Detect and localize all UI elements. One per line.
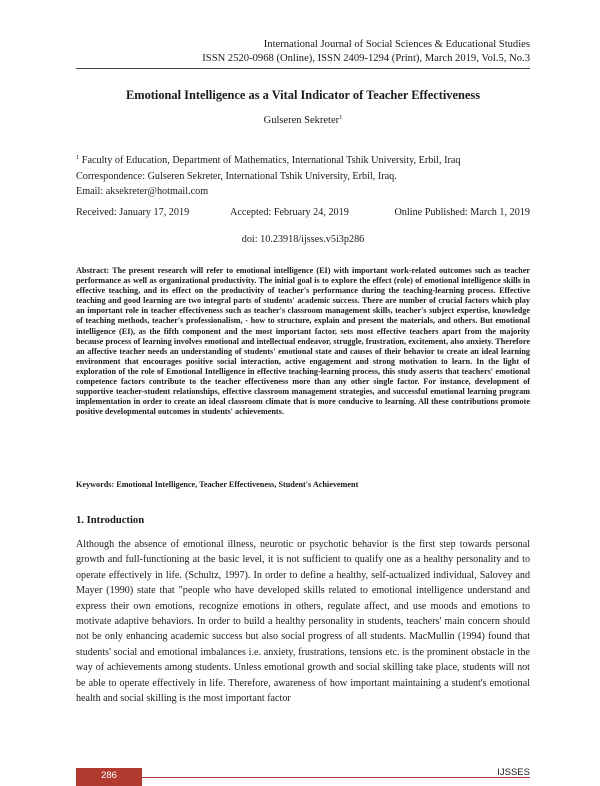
- footer-journal-abbrev: IJSSES: [497, 767, 530, 778]
- correspondence-line: Correspondence: Gulseren Sekreter, International Tshik University, Erbil, Iraq.: [76, 170, 397, 182]
- affiliation-superscript: 1: [76, 154, 80, 161]
- introduction-paragraph: Although the absence of emotional illness, neurotic or psychotic behavior is the first step towards personal growth and full-functioning at the basic level, it is not sufficient to qualify one as a healthy personality and to operate effectively in life. (Schultz, 1997). In order to define a healthy, self-actualized individual, Salovey and Mayer (1990) state that "people who have developed skills related to emotional intelligence understand and express their own emotions, recognize emotions in others, regulate affect, and use moods and emotions to motivate adaptive behaviors. In order to build a healthy personality in students, teachers' main concern should not be only enhancing academic success but also social progress of all students. MacMullin (1994) found that students' social and emotional imbalances i.e. anxiety, frustrations, tensions etc. is the prominent obstacle in the way of achievements among students. Unless emotional growth and social skilling take place, students will not be able to operate effectively in life. Therefore, awareness of how important maintaining a student's emotional health and social skilling is the most important factor: [76, 539, 530, 705]
- author-line: [76, 114, 530, 126]
- author-superscript: 1: [339, 114, 343, 121]
- received-date: Received: January 17, 2019: [76, 207, 190, 218]
- section-heading: 1. Introduction: [76, 515, 145, 526]
- abstract-paragraph: Abstract: The present research will refer to emotional intelligence (EI) with important work-related outcomes such as teacher performance as well as organizational productivity. The initial goal is to explore the effect (role) of emotional intelligence skills in effective teaching, and its effect on the productivity of teacher's performance during the teaching-learning process. Effective teaching and good learning are two integral parts of students' academic success. There are number of crucial factors which play an important role in teacher effectiveness such as teacher's classroom management skills, teacher's subject expertise, knowledge of teaching methods, teacher's professionalism, - how to structure, explain and present the materials, and others. But emotional intelligence (EI), as the fifth component and the most important factor, sets most effective teachers apart from the majority because process of learning involves emotional and intellectual endeavor, struggle, frustration, excitement, also anxiety. Therefore an affective teacher needs an understanding of students' emotional state and causes of their behavior to create an ideal learning environment that encourages positive social interaction, active engagement and strong motivation to learn. In the light of exploration of the role of Emotional Intelligence in effective teaching-learning process, this study asserts that teachers' emotional competence factors contribute to the teacher effectiveness more than any other single factor. For instance, development of supportive teacher-student relationships, effective classroom management strategies, and successful emotional learning program implementation in order to create an ideal classroom climate that is more conducive to learning. All these contributions promote positive developmental outcomes in students' achievements.: [76, 266, 530, 417]
- author-name: Gulseren Sekreter: [263, 115, 340, 126]
- affiliation-block: [76, 150, 460, 200]
- dates-row: [76, 207, 530, 221]
- journal-name: International Journal of Social Sciences & Educational Studies: [263, 39, 530, 50]
- footer-rule: [142, 777, 530, 778]
- email-line: Email: aksekreter@hotmail.com: [76, 186, 209, 197]
- page-number: 286: [101, 770, 117, 781]
- doi-line: doi: 10.23918/ijsses.v5i3p286: [241, 234, 365, 245]
- accepted-date: Accepted: February 24, 2019: [230, 207, 349, 218]
- keywords-line: Keywords: Emotional Intelligence, Teacher Effectiveness, Student's Achievement: [76, 480, 359, 489]
- published-date: Online Published: March 1, 2019: [394, 207, 530, 218]
- affiliation-text: Faculty of Education, Department of Mathematics, International Tshik University, Erbil, Iraq: [79, 155, 461, 166]
- affiliation-line: [76, 150, 460, 169]
- issn-line: ISSN 2520-0968 (Online), ISSN 2409-1294 (Print), March 2019, Vol.5, No.3: [202, 53, 530, 64]
- article-title: Emotional Intelligence as a Vital Indicator of Teacher Effectiveness: [125, 88, 481, 102]
- header-rule: [76, 68, 530, 69]
